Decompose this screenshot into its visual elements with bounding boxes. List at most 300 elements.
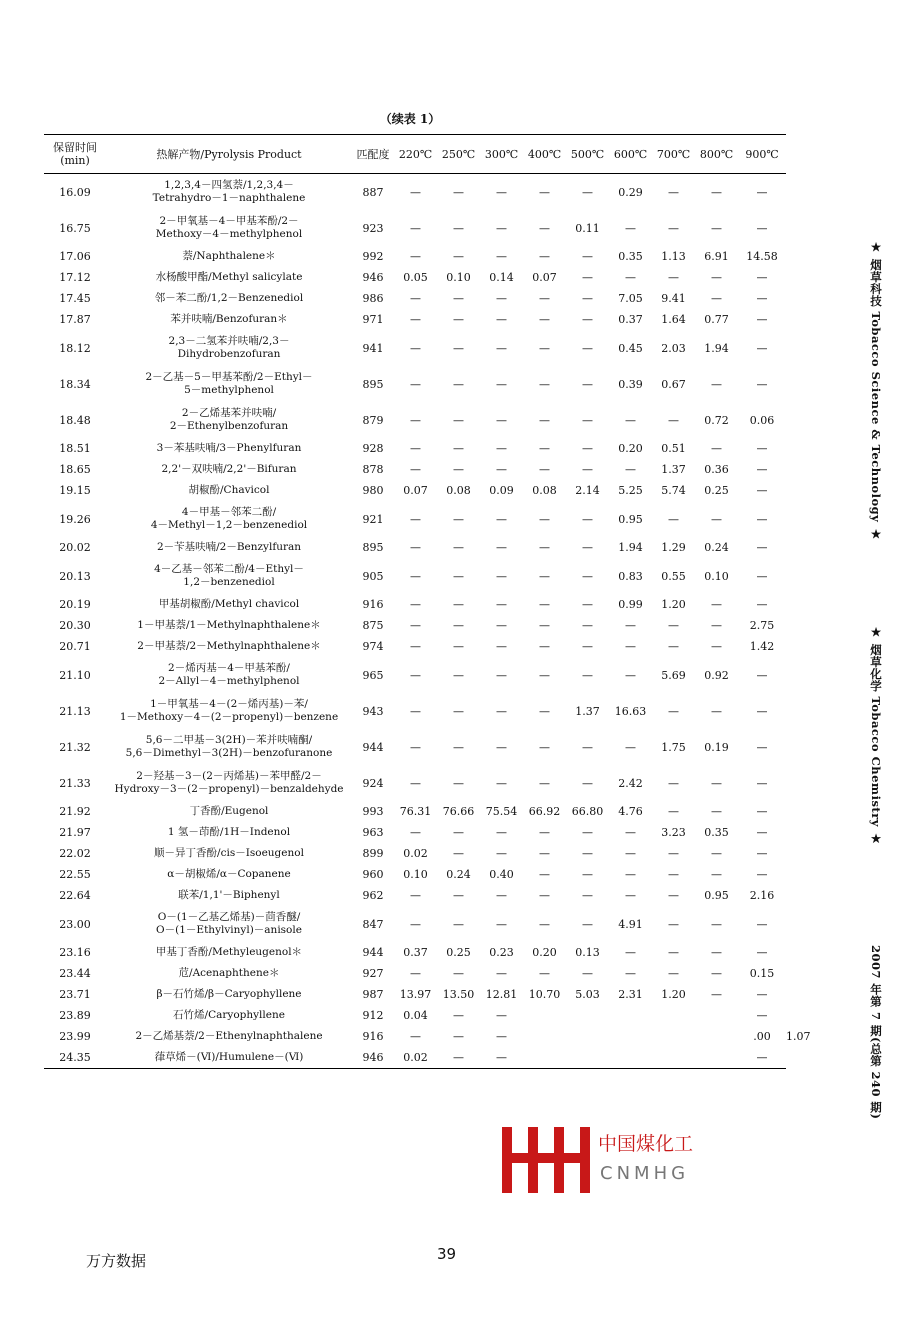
value-cell: —	[668, 185, 679, 199]
product-cell: 2,2'－双呋喃/2,2'－Bifuran	[161, 463, 297, 475]
product-cell: 1 氢－茚酚/1H－Indenol	[167, 826, 291, 838]
value-cell: 76.66	[442, 805, 475, 818]
value-cell: 0.67	[661, 377, 686, 391]
retention-time-cell: 21.92	[59, 805, 91, 818]
header-cell: 匹配度	[352, 135, 394, 174]
value-cell: 0.15	[749, 967, 775, 980]
value-cell: —	[711, 805, 722, 818]
value-cell: 0.37	[403, 946, 428, 959]
value-cell: 0.77	[704, 313, 729, 326]
value-cell: —	[625, 946, 636, 959]
value-cell	[695, 1047, 738, 1069]
table-row	[44, 246, 786, 267]
retention-time-cell: 23.16	[59, 946, 91, 959]
value-cell: 0.51	[661, 442, 686, 455]
value-cell: —	[496, 967, 507, 980]
table-row	[44, 480, 786, 501]
value-cell: 5.74	[661, 484, 686, 497]
match-cell: 923	[362, 221, 384, 235]
match-cell: 916	[362, 598, 384, 611]
retention-time-cell: 21.97	[59, 826, 91, 839]
product-cell: 3－苯基呋喃/3－Phenylfuran	[156, 442, 302, 454]
value-cell: 0.14	[489, 271, 514, 284]
table-row	[44, 330, 786, 366]
value-cell: —	[453, 341, 464, 355]
value-cell: 12.81	[485, 988, 518, 1001]
table-row	[44, 822, 786, 843]
product-cell: 苊/Acenaphthene＊	[178, 967, 280, 979]
value-cell: —	[711, 292, 722, 305]
value-cell: —	[453, 221, 464, 235]
table-row	[44, 174, 786, 211]
value-cell: —	[453, 313, 464, 326]
retention-time-cell: 21.13	[59, 704, 91, 718]
product-cell: 苯并呋喃/Benzofuran＊	[170, 313, 288, 325]
value-cell: 0.95	[704, 889, 729, 902]
value-cell: —	[410, 463, 421, 476]
table-row	[44, 906, 786, 942]
value-cell: 0.72	[704, 413, 729, 427]
value-cell: —	[539, 740, 550, 754]
value-cell: 0.23	[489, 946, 514, 959]
value-cell: —	[539, 917, 550, 931]
value-cell: —	[668, 413, 679, 427]
value-cell: —	[625, 847, 636, 860]
product-cell: 1－甲基萘/1－Methylnaphthalene＊	[137, 619, 321, 631]
value-cell: —	[668, 805, 679, 818]
value-cell: 0.08	[532, 484, 557, 497]
product-cell: 萘/Naphthalene＊	[182, 250, 276, 262]
value-cell: —	[410, 377, 421, 391]
table-row	[44, 963, 786, 984]
retention-time-cell: 20.19	[59, 598, 91, 611]
table-row	[44, 657, 786, 693]
value-cell: —	[410, 292, 421, 305]
value-cell: —	[711, 185, 722, 199]
retention-time-cell: 16.09	[59, 185, 91, 199]
value-cell: —	[756, 512, 768, 526]
value-cell	[523, 1047, 566, 1069]
value-cell: 6.91	[704, 250, 729, 263]
value-cell: —	[711, 598, 722, 611]
value-cell: —	[668, 967, 679, 980]
value-cell: —	[539, 463, 550, 476]
value-cell: 2.03	[661, 341, 686, 355]
value-cell	[695, 1005, 738, 1026]
value-cell: —	[582, 541, 593, 554]
value-cell: —	[539, 313, 550, 326]
value-cell: —	[539, 640, 550, 653]
table-row: 23.99 2－乙烯基萘/2－Ethenylnaphthalene 916 — — — .00 1.07	[44, 1026, 786, 1047]
value-cell: 0.11	[575, 221, 600, 235]
value-cell: —	[496, 463, 507, 476]
value-cell: 1.42	[749, 640, 775, 653]
value-cell: —	[539, 868, 550, 881]
value-cell: —	[453, 512, 464, 526]
value-cell: —	[625, 740, 636, 754]
value-cell: —	[453, 704, 464, 718]
value-cell: 0.19	[704, 740, 729, 754]
value-cell: —	[756, 776, 768, 790]
header-cell: 400℃	[523, 135, 566, 174]
value-cell: —	[453, 967, 464, 980]
value-cell: —	[453, 463, 464, 476]
value-cell: —	[756, 484, 768, 497]
value-cell: —	[582, 640, 593, 653]
table-row	[44, 537, 786, 558]
value-cell: —	[496, 313, 507, 326]
match-cell: 946	[362, 271, 384, 284]
retention-time-cell: 16.75	[59, 221, 91, 235]
value-cell: —	[668, 704, 679, 718]
value-cell: —	[668, 847, 679, 860]
value-cell: —	[539, 598, 550, 611]
value-cell: —	[756, 917, 768, 931]
table-body	[44, 174, 811, 1069]
value-cell: —	[496, 185, 507, 199]
value-cell: 2.75	[749, 619, 775, 632]
match-cell: 944	[362, 946, 384, 959]
product-cell: 2－苄基呋喃/2－Benzylfuran	[156, 541, 302, 553]
watermark-cn-text: 中国煤化工	[598, 1129, 693, 1156]
value-cell: —	[625, 889, 636, 902]
value-cell: —	[410, 1030, 421, 1043]
value-cell: —	[756, 541, 768, 554]
value-cell: 16.63	[614, 704, 647, 718]
value-cell: —	[496, 341, 507, 355]
value-cell: —	[496, 640, 507, 653]
value-cell: 76.31	[399, 805, 432, 818]
value-cell: —	[539, 776, 550, 790]
value-cell: —	[711, 917, 722, 931]
value-cell: —	[496, 541, 507, 554]
value-cell: —	[453, 740, 464, 754]
header-cell: 500℃	[566, 135, 609, 174]
table-row	[44, 864, 786, 885]
value-cell: —	[496, 377, 507, 391]
value-cell: —	[410, 569, 421, 583]
match-cell: 927	[362, 967, 384, 980]
value-cell: 1.64	[661, 313, 686, 326]
value-cell: —	[453, 619, 464, 632]
value-cell: —	[711, 776, 722, 790]
product-cell: 联苯/1,1'－Biphenyl	[178, 889, 280, 901]
table-row	[44, 288, 786, 309]
value-cell	[609, 1005, 652, 1026]
value-cell: —	[582, 847, 593, 860]
value-cell	[523, 1005, 566, 1026]
value-cell: —	[756, 740, 768, 754]
pyrolysis-table	[44, 134, 811, 1069]
product-cell: 2－乙基－5－甲基苯酚/2－Ethyl－ 5－methylphenol	[145, 371, 313, 396]
value-cell: —	[410, 668, 421, 682]
header-cell: 900℃	[738, 135, 786, 174]
value-cell: —	[539, 377, 550, 391]
value-cell: —	[453, 598, 464, 611]
retention-time-cell: 24.35	[44, 1047, 106, 1069]
value-cell: —	[582, 889, 593, 902]
value-cell: —	[453, 569, 464, 583]
value-cell: —	[711, 640, 722, 653]
match-cell: 993	[362, 805, 384, 818]
value-cell: —	[496, 1009, 507, 1022]
value-cell: —	[539, 619, 550, 632]
product-cell: α－胡椒烯/α－Copanene	[167, 868, 291, 880]
product-cell: β－石竹烯/β－Caryophyllene	[156, 988, 302, 1000]
value-cell: —	[496, 569, 507, 583]
value-cell: 0.92	[704, 668, 729, 682]
value-cell: —	[437, 1047, 480, 1069]
value-cell: 66.80	[571, 805, 604, 818]
value-cell: 1.20	[661, 988, 686, 1001]
value-cell	[566, 1026, 609, 1047]
match-cell: 847	[362, 917, 384, 931]
value-cell: —	[756, 185, 768, 199]
value-cell: —	[582, 442, 593, 455]
match-cell: 986	[362, 292, 384, 305]
value-cell: —	[539, 668, 550, 682]
retention-time-cell: 21.33	[59, 776, 91, 790]
value-cell: 0.08	[446, 484, 471, 497]
value-cell: —	[496, 619, 507, 632]
retention-time-cell: 22.02	[59, 847, 91, 860]
value-cell: —	[582, 668, 593, 682]
value-cell: —	[625, 463, 636, 476]
value-cell: —	[668, 619, 679, 632]
value-cell: 0.35	[704, 826, 729, 839]
value-cell: 0.36	[704, 463, 729, 476]
product-cell: 4－甲基－邻苯二酚/ 4－Methyl－1,2－benzenediol	[150, 506, 308, 531]
value-cell: —	[582, 377, 593, 391]
value-cell: —	[453, 1030, 464, 1043]
match-cell: 878	[362, 463, 384, 476]
product-cell: 2－甲氧基－4－甲基苯酚/2－ Methoxy－4－methylphenol	[155, 215, 303, 240]
value-cell: —	[711, 512, 722, 526]
value-cell: 0.06	[749, 413, 775, 427]
value-cell: 0.45	[618, 341, 643, 355]
header-cell: 保留时间 (min)	[44, 135, 106, 174]
value-cell: —	[756, 988, 768, 1001]
value-cell: —	[453, 413, 464, 427]
match-cell: 905	[362, 569, 384, 583]
value-cell: —	[453, 776, 464, 790]
value-cell: 0.25	[446, 946, 471, 959]
value-cell: —	[668, 776, 679, 790]
value-cell: 13.97	[399, 988, 432, 1001]
header-cell: 300℃	[480, 135, 523, 174]
product-cell: 丁香酚/Eugenol	[189, 805, 269, 817]
table-row	[44, 615, 786, 636]
value-cell: —	[496, 598, 507, 611]
watermark-en-text: CNMHG	[600, 1163, 690, 1184]
value-cell	[652, 1005, 695, 1026]
product-cell: 甲基胡椒酚/Methyl chavicol	[158, 598, 300, 610]
value-cell	[652, 1047, 695, 1069]
value-cell: —	[410, 967, 421, 980]
table-row	[44, 558, 786, 594]
value-cell: —	[582, 413, 593, 427]
product-cell: 甲基丁香酚/Methyleugenol＊	[155, 946, 303, 958]
value-cell: —	[539, 889, 550, 902]
value-cell: 0.24	[704, 541, 729, 554]
value-cell: 14.58	[746, 250, 778, 263]
value-cell: —	[582, 341, 593, 355]
value-cell: 0.20	[532, 946, 557, 959]
value-cell: —	[539, 341, 550, 355]
table-row	[44, 309, 786, 330]
value-cell: —	[539, 413, 550, 427]
table-row	[44, 729, 786, 765]
value-cell: —	[756, 868, 768, 881]
journal-side-label: ★ 烟草科技 Tobacco Science & Technology ★	[869, 240, 883, 542]
retention-time-cell: 18.65	[59, 463, 91, 476]
value-cell: 0.13	[575, 946, 600, 959]
value-cell: —	[496, 776, 507, 790]
value-cell: —	[453, 640, 464, 653]
value-cell: 0.04	[403, 1009, 428, 1022]
product-cell: 石竹烯/Caryophyllene	[173, 1009, 285, 1021]
retention-time-cell: 23.99	[59, 1030, 91, 1043]
value-cell: 0.83	[618, 569, 643, 583]
value-cell: 0.09	[489, 484, 514, 497]
product-cell: O－(1－乙基乙烯基)－茴香醚/ O－(1－Ethylvinyl)－anisole	[156, 911, 302, 936]
value-cell: —	[582, 598, 593, 611]
value-cell: —	[582, 569, 593, 583]
value-cell: —	[756, 805, 768, 818]
product-cell: 2－烯丙基－4－甲基苯酚/ 2－Allyl－4－methylphenol	[158, 662, 300, 687]
match-cell: 987	[362, 988, 384, 1001]
value-cell: —	[582, 313, 593, 326]
value-cell: 2.16	[749, 889, 775, 902]
value-cell: —	[453, 541, 464, 554]
value-cell: —	[480, 1047, 523, 1069]
value-cell: 0.35	[618, 250, 643, 263]
match-cell: 875	[362, 619, 384, 632]
retention-time-cell: 20.02	[59, 541, 91, 554]
retention-time-cell: 21.10	[59, 668, 91, 682]
value-cell: 0.24	[446, 868, 471, 881]
value-cell: —	[756, 292, 768, 305]
retention-time-cell: 20.30	[59, 619, 91, 632]
value-cell: —	[496, 889, 507, 902]
header-cell: 600℃	[609, 135, 652, 174]
value-cell: —	[496, 250, 507, 263]
match-cell: 963	[362, 826, 384, 839]
table-caption: （续表 1）	[379, 112, 441, 126]
value-cell	[566, 1047, 609, 1069]
value-cell: —	[756, 569, 768, 583]
value-cell: —	[496, 668, 507, 682]
value-cell: 0.95	[618, 512, 643, 526]
value-cell: —	[410, 250, 421, 263]
value-cell: —	[582, 826, 593, 839]
value-cell: —	[625, 221, 636, 235]
retention-time-cell: 19.15	[59, 484, 91, 497]
table-row	[44, 801, 786, 822]
value-cell: 5.25	[618, 484, 643, 497]
value-cell: 4.76	[618, 805, 643, 818]
match-cell: 912	[362, 1009, 384, 1022]
value-cell: 0.07	[532, 271, 557, 284]
table-row	[44, 693, 786, 729]
match-cell: 879	[362, 413, 384, 427]
value-cell: —	[582, 463, 593, 476]
value-cell: 10.70	[528, 988, 561, 1001]
value-cell: —	[496, 221, 507, 235]
value-cell: 7.05	[618, 292, 643, 305]
value-cell: —	[756, 221, 768, 235]
value-cell: 0.02	[394, 1047, 437, 1069]
value-cell: —	[711, 377, 722, 391]
product-cell: 2－乙烯基苯并呋喃/ 2－Ethenylbenzofuran	[169, 407, 289, 432]
match-cell: 992	[362, 250, 384, 263]
match-cell: 962	[362, 889, 384, 902]
table-row	[44, 267, 786, 288]
value-cell: —	[539, 250, 550, 263]
value-cell: —	[410, 442, 421, 455]
value-cell: 5.03	[575, 988, 600, 1001]
value-cell: —	[711, 221, 722, 235]
value-cell: —	[582, 292, 593, 305]
value-cell: —	[539, 704, 550, 718]
value-cell: 0.20	[618, 442, 643, 455]
value-cell: —	[625, 271, 636, 284]
table-row	[44, 885, 786, 906]
value-cell: —	[453, 917, 464, 931]
value-cell	[523, 1026, 566, 1047]
table-row	[44, 1047, 786, 1069]
value-cell: —	[756, 271, 768, 284]
table-row	[44, 366, 786, 402]
value-cell: —	[711, 847, 722, 860]
value-cell: 2.14	[575, 484, 600, 497]
match-cell: 928	[362, 442, 384, 455]
value-cell: —	[756, 341, 768, 355]
value-cell: —	[756, 946, 768, 959]
value-cell: —	[756, 377, 768, 391]
retention-time-cell: 18.48	[59, 413, 91, 427]
value-cell: —	[410, 313, 421, 326]
value-cell: 3.23	[661, 826, 686, 839]
value-cell: —	[453, 377, 464, 391]
table-row	[44, 636, 786, 657]
value-cell: —	[496, 826, 507, 839]
value-cell: —	[738, 1047, 786, 1069]
product-cell: 水杨酸甲酯/Methyl salicylate	[155, 271, 303, 283]
match-cell: 960	[362, 868, 384, 881]
value-cell: —	[496, 917, 507, 931]
value-cell: —	[756, 847, 768, 860]
value-cell: 1.75	[661, 740, 686, 754]
table-row	[44, 1005, 786, 1026]
value-cell: 5.69	[661, 668, 686, 682]
value-cell: —	[453, 250, 464, 263]
value-cell: —	[711, 619, 722, 632]
value-cell: 4.91	[618, 917, 643, 931]
value-cell: —	[539, 185, 550, 199]
value-cell: —	[410, 889, 421, 902]
value-cell: —	[711, 967, 722, 980]
match-cell: 946	[352, 1047, 394, 1069]
header-cell: 250℃	[437, 135, 480, 174]
value-cell: —	[711, 988, 722, 1001]
product-cell: 邻－苯二酚/1,2－Benzenediol	[154, 292, 304, 304]
value-cell: —	[453, 1009, 464, 1022]
watermark-logo	[500, 1125, 730, 1195]
value-cell: —	[582, 776, 593, 790]
value-cell: —	[582, 250, 593, 263]
value-cell: —	[668, 271, 679, 284]
